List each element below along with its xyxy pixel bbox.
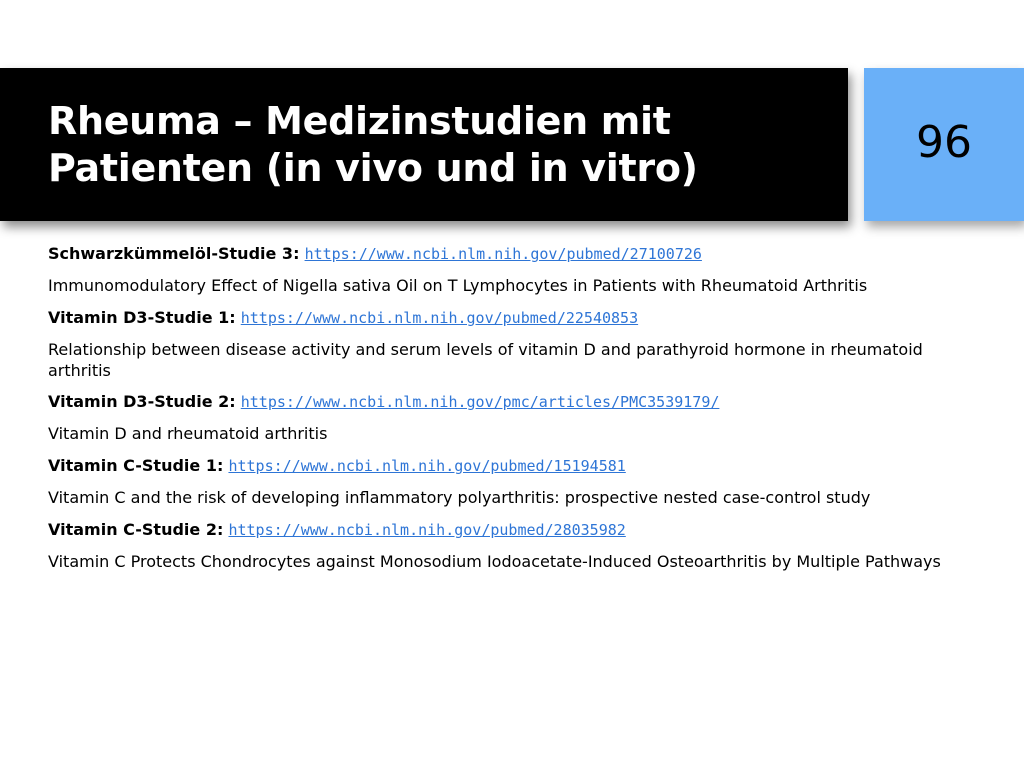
study-3-source — [48, 391, 988, 413]
study-link[interactable]: https://www.ncbi.nlm.nih.gov/pubmed/22540853 — [240, 309, 639, 327]
study-label: Vitamin C-Studie 2: — [48, 520, 224, 539]
study-link[interactable]: https://www.ncbi.nlm.nih.gov/pubmed/28035982 — [228, 521, 626, 539]
study-label: Schwarzkümmelöl-Studie 3: — [48, 244, 300, 263]
study-4-description: Vitamin C and the risk of developing inflammatory polyarthritis: prospective nested case-control study — [48, 488, 871, 507]
study-list — [48, 243, 988, 582]
study-5-description: Vitamin C Protects Chondrocytes against Monosodium Iodoacetate-Induced Osteoarthritis by Multiple Pathways — [48, 552, 941, 571]
study-link[interactable]: https://www.ncbi.nlm.nih.gov/pubmed/27100726 — [304, 245, 702, 263]
study-5-source — [48, 519, 988, 541]
slide-number: 96 — [916, 117, 972, 168]
study-label: Vitamin D3-Studie 1: — [48, 308, 236, 327]
title-bar — [0, 68, 848, 221]
study-link[interactable]: https://www.ncbi.nlm.nih.gov/pubmed/15194581 — [228, 457, 626, 475]
slide-number-box — [864, 68, 1024, 221]
study-link[interactable]: https://www.ncbi.nlm.nih.gov/pmc/articles/PMC3539179/ — [240, 393, 720, 411]
study-2-description: Relationship between disease activity and serum levels of vitamin D and parathyroid hormone in rheumatoid arthritis — [48, 340, 923, 380]
study-3-description: Vitamin D and rheumatoid arthritis — [48, 424, 328, 443]
study-1-source — [48, 243, 988, 265]
study-1-description: Immunomodulatory Effect of Nigella sativa Oil on T Lymphocytes in Patients with Rheumatoid Arthritis — [48, 276, 868, 295]
study-4-source — [48, 455, 988, 477]
study-2-source — [48, 307, 988, 329]
study-label: Vitamin C-Studie 1: — [48, 456, 224, 475]
study-label: Vitamin D3-Studie 2: — [48, 392, 236, 411]
slide-title: Rheuma – Medizinstudien mit Patienten (in vivo und in vitro) — [48, 99, 698, 190]
